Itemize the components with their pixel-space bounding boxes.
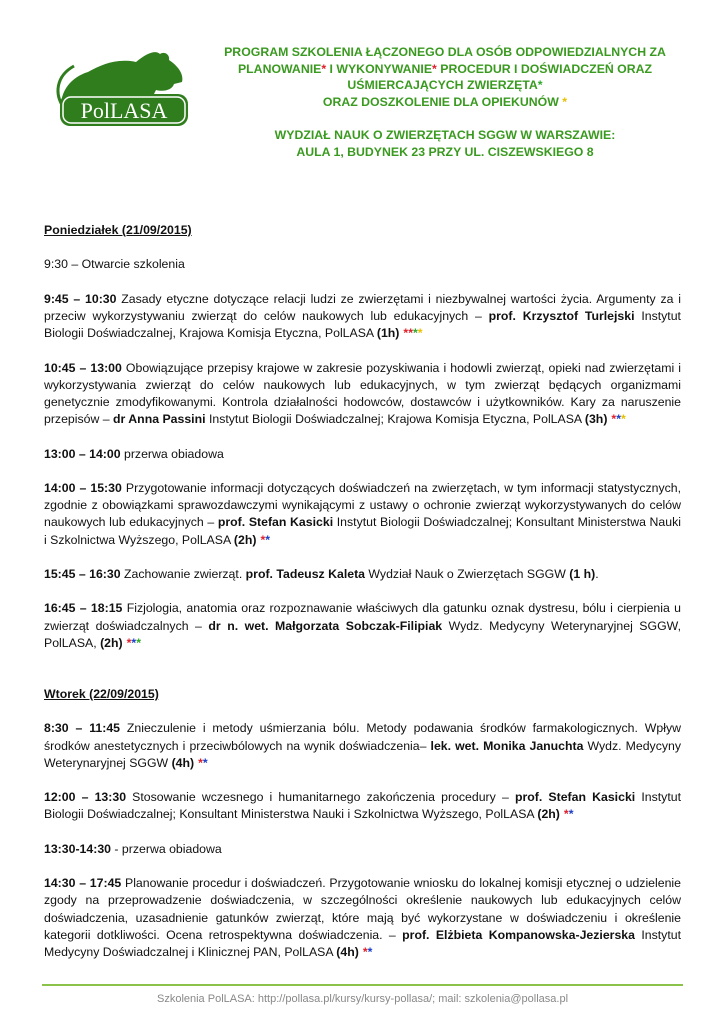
header-line-2: PLANOWANIE* I WYKONYWANIE* PROCEDUR I DOŚWIADCZEŃ ORAZ bbox=[237, 61, 653, 76]
footer-divider bbox=[42, 984, 683, 986]
session-ethics: 9:45 – 10:30 Zasady etyczne dotyczące relacji ludzi ze zwierzętami i niezbywalnej wartości życia. Argumenty za i przeciw wykorzystywaniu zwierząt do celów naukowych lub edukacyjnych – prof. Krzysztof Turlejski Instytut Biologii Doświadczalnej, Krajowa Komisja Etyczna, PolLASA (1h) **** bbox=[44, 291, 681, 341]
header-line-6: AULA 1, BUDYNEK 23 PRZY UL. CISZEWSKIEGO 8 bbox=[296, 144, 594, 159]
category-stars: ** bbox=[362, 944, 373, 959]
session-planning: 14:30 – 17:45 Planowanie procedur i doświadczeń. Przygotowanie wniosku do lokalnej komisji etycznej o udzielenie zgody na przeprowadzenie doświadczenia, w szczególności określenie naukowych lub edukacyjnych celów doświadczenia, uzasadnienie gatunków zwierząt, które mają być wykorzystane w doświadczeniu i określenie kategorii dotkliwości. Ocena retrospektywna doświadczenia. – prof. Elżbieta Kompanowska-Jezierska Instytut Medycyny Doświadczalnej i Klinicznej PAN, PolLASA (4h) ** bbox=[44, 876, 681, 959]
session-humane-endpoints: 12:00 – 13:30 Stosowanie wczesnego i humanitarnego zakończenia procedury – prof. Stefan Kasicki Instytut Biologii Doświadczalnej; Konsultant Ministerstwa Nauki i Szkolnictwa Wyższego, PolLASA (2h) ** bbox=[44, 790, 681, 822]
header-line-5: WYDZIAŁ NAUK O ZWIERZĘTACH SGGW W WARSZAWIE: bbox=[274, 128, 616, 142]
day-title-monday: Poniedziałek (21/09/2015) bbox=[44, 223, 192, 237]
day-title-tuesday: Wtorek (22/09/2015) bbox=[44, 686, 159, 701]
session-regulations: 10:45 – 13:00 Obowiązujące przepisy krajowe w zakresie pozyskiwania i hodowli zwierząt, opieki nad zwierzętami i wykorzystywania zwierząt do celów naukowych lub edukacyjnych, w tym zwierząt będących organizmami genetycznie zmodyfikowanymi. Kontrola działalności hodowców, dostawców i użytkowników. Kary za naruszenie przepisów – dr Anna Passini Instytut Biologii Doświadczalnej; Krajowa Komisja Etyczna, PolLASA (3h) *** bbox=[44, 360, 682, 427]
category-stars: ** bbox=[563, 807, 574, 822]
category-stars: **** bbox=[403, 326, 423, 341]
session-lunch-monday: 13:00 – 14:00 przerwa obiadowa bbox=[44, 446, 224, 461]
header-line-4: ORAZ DOSZKOLENIE DLA OPIEKUNÓW * bbox=[322, 94, 568, 109]
logo-text: PolLASA bbox=[80, 98, 168, 123]
session-physiology: 16:45 – 18:15 Fizjologia, anatomia oraz rozpoznawanie właściwych dla gatunku oznak dystresu, bólu i cierpienia u zwierząt doświadczalnych – dr n. wet. Małgorzata Sobczak-Filipiak Wydz. Medycyny Weterynaryjnej SGGW, PolLASA, (2h) *** bbox=[44, 601, 681, 650]
category-stars: ** bbox=[198, 755, 208, 770]
header-line-1: PROGRAM SZKOLENIA ŁĄCZONEGO DLA OSÓB ODPOWIEDZIALNYCH ZA bbox=[224, 45, 666, 59]
program-content bbox=[44, 222, 681, 978]
header-line-3: UŚMIERCAJĄCYCH ZWIERZĘTA* bbox=[347, 78, 543, 92]
pollasa-logo bbox=[52, 42, 192, 130]
session-opening: 9:30 – Otwarcie szkolenia bbox=[44, 257, 185, 272]
document-header bbox=[210, 44, 680, 160]
footer-contact: Szkolenia PolLASA: http://pollasa.pl/kursy/kursy-pollasa/; mail: szkolenia@pollasa.pl bbox=[156, 993, 569, 1005]
session-lunch-tuesday: 13:30-14:30 - przerwa obiadowa bbox=[44, 841, 222, 856]
category-stars: ** bbox=[260, 532, 271, 547]
category-stars: *** bbox=[611, 412, 626, 427]
session-anaesthesia: 8:30 – 11:45 Znieczulenie i metody uśmierzania bólu. Metody podawania środków farmakologicznych. Wpływ środków anestetycznych i przeciwbólowych na wynik doświadczenia– lek. wet. Monika Januchta Wydz. Medycyny Weterynaryjnej SGGW (4h) ** bbox=[44, 721, 681, 770]
category-stars: *** bbox=[126, 635, 141, 650]
session-behaviour: 15:45 – 16:30 Zachowanie zwierząt. prof. Tadeusz Kaleta Wydział Nauk o Zwierzętach SGGW (1 h). bbox=[44, 566, 599, 581]
session-reporting: 14:00 – 15:30 Przygotowanie informacji dotyczących doświadczeń na zwierzętach, w tym informacji statystycznych, zgodnie z obowiązkami sprawozdawczymi wynikającymi z ustawy o ochronie zwierząt wykorzystywanych do celów naukowych lub edukacyjnych – prof. Stefan Kasicki Instytut Biologii Doświadczalnej; Konsultant Ministerstwa Nauki i Szkolnictwa Wyższego, PolLASA (2h) ** bbox=[44, 480, 682, 547]
